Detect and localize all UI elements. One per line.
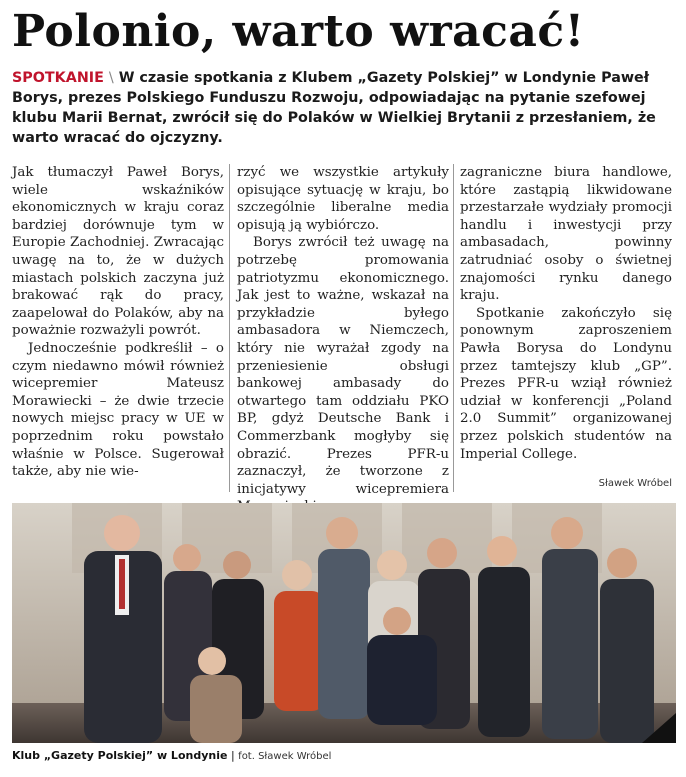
body-paragraph: Jednocześnie podkreślił – o czym niedawno mówił również wicepremier Mateusz Morawiecki – że dwie trzecie nowych miejsc pracy w UE w poprzednim roku powstało właśnie w Polsce. Sugerował także, aby nie wie- bbox=[12, 340, 224, 480]
body-paragraph: Jak tłumaczył Paweł Borys, wiele wskaźników ekonomicznych w kraju coraz bardziej dorównuje tym w Europie Zachodniej. Zwracając uwagę na to, że w dużych miastach polskich zaczyna już brakować rąk do pracy, zaapelował do Polaków, aby na poważnie rozważyli powrót. bbox=[12, 165, 224, 339]
headline: Polonio, warto wracać! bbox=[12, 6, 585, 57]
body-paragraph: Spotkanie zakończyło się ponownym zaproszeniem Pawła Borysa do Londynu przez tamtejszy klub „GP”. Prezes PFR-u wziął również udział w konferencji „Poland 2.0 Summit” organizowanej przez polskich studentów na Imperial College. bbox=[460, 305, 672, 462]
column-divider bbox=[229, 164, 230, 492]
group-photo-illustration bbox=[12, 503, 676, 743]
body-column-1 bbox=[12, 164, 224, 481]
section-kicker: SPOTKANIE bbox=[12, 70, 104, 86]
body-column-2 bbox=[237, 164, 449, 516]
body-paragraph: Borys zwrócił też uwagę na potrzebę promowania patriotyzmu ekonomicznego. Jak jest to ważne, wskazał na przykładzie byłego ambasadora w Niemczech, który nie wyrażał zgody na przeniesienie obsługi bankowej ambasady do otwartego tam oddziału PKO BP, gdyż Deutsche Bank i Commerzbank mogłyby się obrazić. Prezes PFR-u zaznaczył, że tworzone z inicjatywy wicepremiera bbox=[237, 235, 449, 497]
lead-paragraph bbox=[12, 68, 672, 148]
body-paragraph: rzyć we wszystkie artykuły opisujące sytuację w kraju, bo szczególnie liberalne media opisują ją wybiórczo. bbox=[237, 165, 449, 233]
body-column-3 bbox=[460, 164, 672, 463]
photo-credit: fot. Sławek Wróbel bbox=[238, 751, 332, 762]
caption-separator: | bbox=[230, 749, 235, 762]
column-divider bbox=[453, 164, 454, 492]
body-paragraph: zagraniczne biura handlowe, które zastąpią likwidowane przestarzałe wydziały promocji handlu i inwestycji przy ambasadach, powinny zatrudniać osoby o świetnej znajomości rynku danego kraju. bbox=[460, 165, 672, 304]
group-photo bbox=[12, 503, 676, 743]
author-byline: Sławek Wróbel bbox=[598, 478, 672, 489]
photo-caption bbox=[12, 745, 676, 767]
caption-title: Klub „Gazety Polskiej” w Londynie bbox=[12, 749, 228, 762]
lead-text: W czasie spotkania z Klubem „Gazety Polskiej” w Londynie Paweł Borys, prezes Polskiego Funduszu Rozwoju, odpowiadając na pytanie szefowej klubu Marii Bernat, zwrócił się do Polaków w Wielkiej Brytanii z przesłaniem, że warto wracać do ojczyzny. bbox=[12, 70, 656, 146]
kicker-separator: \ bbox=[108, 70, 114, 86]
